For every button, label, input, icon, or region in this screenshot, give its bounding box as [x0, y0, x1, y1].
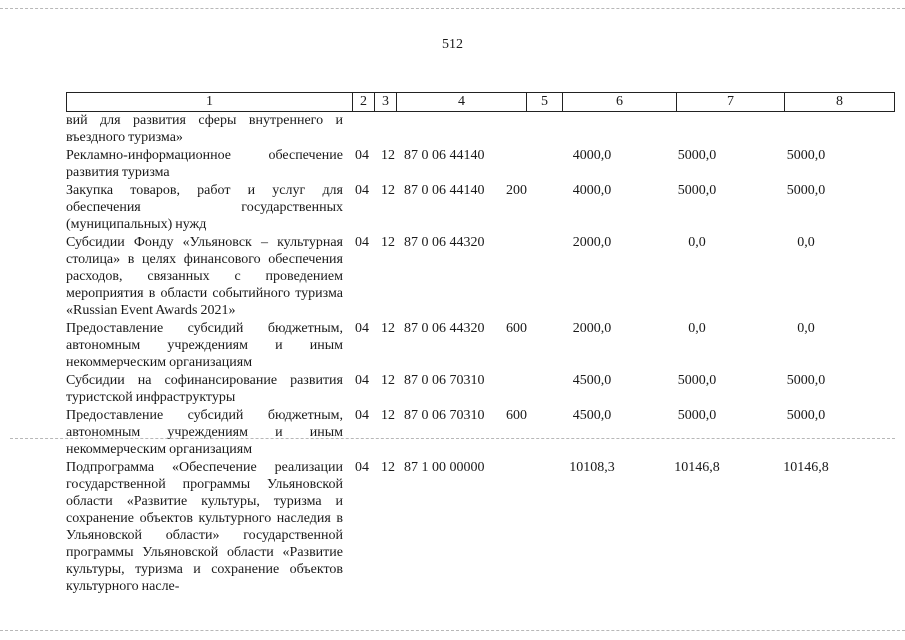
cell-target-article: 87 0 06 44140 [404, 148, 485, 163]
column-header-row [67, 93, 895, 112]
cell-expense-type: 600 [506, 321, 527, 336]
cell-section: 04 [355, 148, 369, 163]
table-row [66, 372, 866, 406]
cell-target-article: 87 0 06 44320 [404, 321, 485, 336]
column-header-5: 5 [527, 93, 563, 112]
cell-amount-col8: 10146,8 [783, 460, 829, 475]
row-name: Предоставление субсидий бюджетным, автономным учреждениям и иным некоммерческим организациям [66, 321, 343, 370]
cell-amount-col8: 5000,0 [786, 183, 826, 198]
cell-subsection: 12 [381, 235, 395, 250]
cell-amount-col7: 5000,0 [677, 148, 717, 163]
page-number: 512 [442, 37, 463, 52]
table-row [66, 112, 866, 146]
row-name: Закупка товаров, работ и услуг для обеспечения государственных (муниципальных) нужд [66, 183, 343, 232]
cell-amount-col7: 5000,0 [677, 408, 717, 423]
cell-amount-col6: 4500,0 [572, 373, 612, 388]
cell-expense-type: 200 [506, 183, 527, 198]
column-header-4: 4 [397, 93, 527, 112]
cell-subsection: 12 [381, 183, 395, 198]
row-name: Рекламно-информационное обеспечение развития туризма [66, 148, 343, 180]
cell-amount-col6: 4000,0 [572, 148, 612, 163]
row-name: Субсидии на софинансирование развития туристской инфраструктуры [66, 373, 343, 405]
cell-amount-col6: 2000,0 [572, 321, 612, 336]
column-header-6: 6 [563, 93, 677, 112]
cell-target-article: 87 1 00 00000 [404, 460, 485, 475]
cell-amount-col8: 5000,0 [786, 408, 826, 423]
column-header-3: 3 [375, 93, 397, 112]
cell-target-article: 87 0 06 44140 [404, 183, 485, 198]
column-header-8: 8 [785, 93, 895, 112]
scan-line-bottom [0, 630, 905, 631]
cell-amount-col8: 0,0 [797, 321, 815, 336]
cell-section: 04 [355, 373, 369, 388]
cell-amount-col7: 0,0 [688, 321, 706, 336]
column-header-table [66, 92, 895, 112]
cell-section: 04 [355, 183, 369, 198]
cell-target-article: 87 0 06 44320 [404, 235, 485, 250]
table-row [66, 182, 866, 233]
cell-target-article: 87 0 06 70310 [404, 373, 485, 388]
cell-subsection: 12 [381, 321, 395, 336]
row-name: Подпрограмма «Обеспечение реализации государственной программы Ульяновской области «Развитие культуры, туризма и сохранение объектов культурного наследия в Ульяновской области» государственной программы Ульяновской области «Развитие культуры, туризма и сохранение объектов культурного насле- [66, 460, 343, 594]
budget-table-body [66, 112, 866, 595]
column-header-2: 2 [353, 93, 375, 112]
cell-amount-col7: 10146,8 [674, 460, 720, 475]
cell-subsection: 12 [381, 373, 395, 388]
column-header-7: 7 [677, 93, 785, 112]
row-name: Субсидии Фонду «Ульяновск – культурная столица» в целях финансового обеспечения расходов, связанных с проведением мероприятия в области событийного туризма «Russian Event Awards 2021» [66, 235, 343, 318]
cell-amount-col6: 4000,0 [572, 183, 612, 198]
cell-section: 04 [355, 235, 369, 250]
cell-subsection: 12 [381, 148, 395, 163]
cell-subsection: 12 [381, 460, 395, 475]
cell-amount-col6: 10108,3 [569, 460, 615, 475]
cell-amount-col7: 5000,0 [677, 373, 717, 388]
table-row [66, 407, 866, 458]
column-header-1: 1 [67, 93, 353, 112]
cell-section: 04 [355, 408, 369, 423]
cell-section: 04 [355, 321, 369, 336]
cell-section: 04 [355, 460, 369, 475]
table-row [66, 234, 866, 319]
row-name: Предоставление субсидий бюджетным, автономным учреждениям и иным некоммерческим организациям [66, 408, 343, 457]
cell-amount-col8: 5000,0 [786, 148, 826, 163]
cell-amount-col7: 5000,0 [677, 183, 717, 198]
cell-expense-type: 600 [506, 408, 527, 423]
scan-line-top [0, 8, 905, 9]
cell-subsection: 12 [381, 408, 395, 423]
cell-amount-col6: 4500,0 [572, 408, 612, 423]
cell-amount-col6: 2000,0 [572, 235, 612, 250]
table-row [66, 320, 866, 371]
cell-amount-col8: 0,0 [797, 235, 815, 250]
row-name: вий для развития сферы внутреннего и въездного туризма» [66, 113, 343, 145]
cell-amount-col7: 0,0 [688, 235, 706, 250]
cell-amount-col8: 5000,0 [786, 373, 826, 388]
table-row [66, 147, 866, 181]
cell-target-article: 87 0 06 70310 [404, 408, 485, 423]
table-row [66, 459, 866, 595]
